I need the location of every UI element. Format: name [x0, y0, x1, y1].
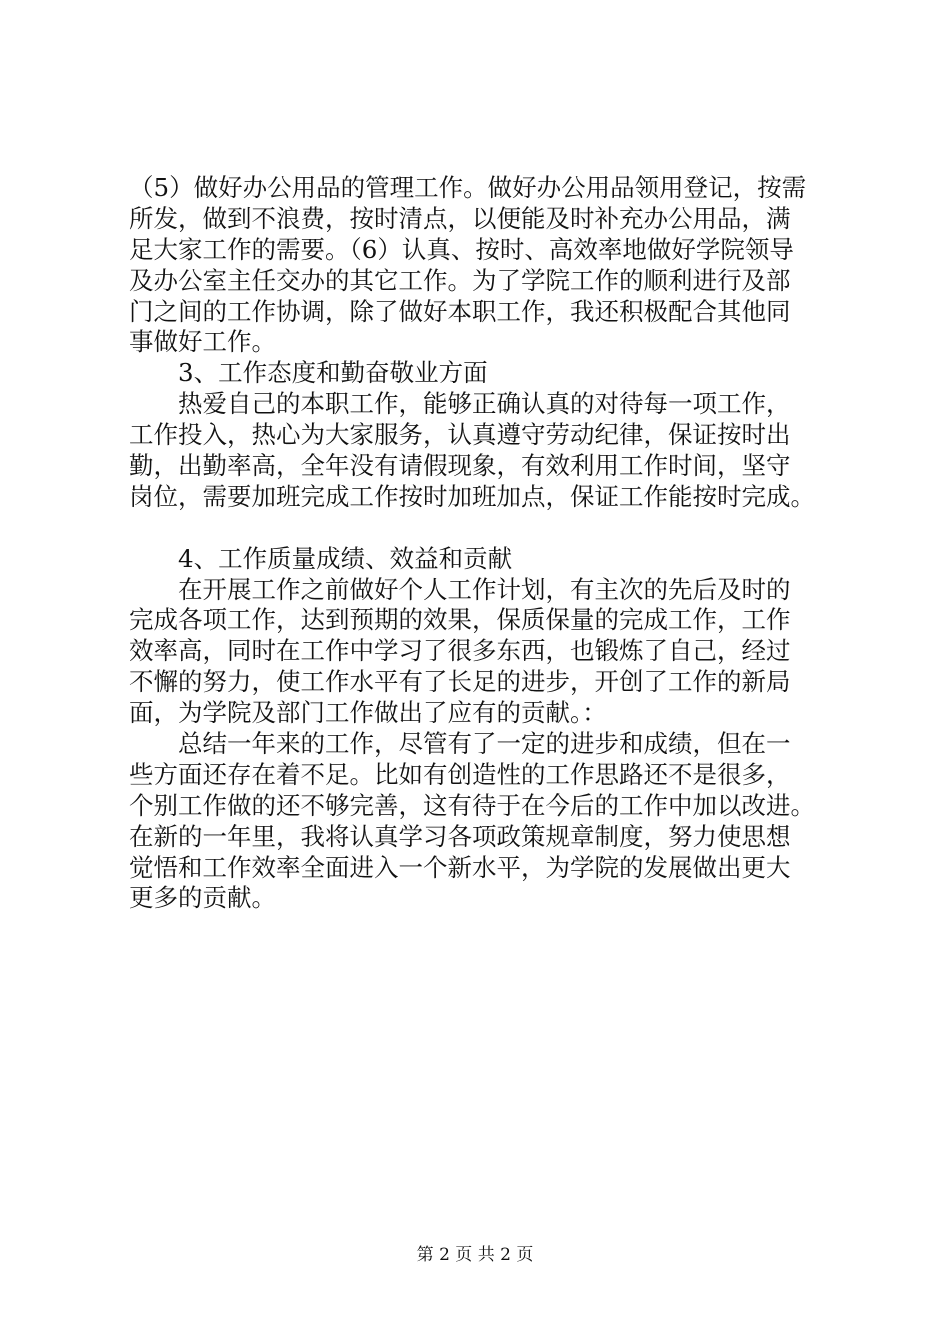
- body-line: 门之间的工作协调，除了做好本职工作，我还积极配合其他同: [129, 296, 791, 326]
- body-line: 效率高，同时在工作中学习了很多东西，也锻炼了自己，经过: [129, 636, 791, 666]
- body-line: 完成各项工作，达到预期的效果，保质保量的完成工作，工作: [129, 605, 791, 635]
- body-line: 个别工作做的还不够完善，这有待于在今后的工作中加以改进。: [129, 790, 815, 820]
- body-line: 勤，出勤率高，全年没有请假现象，有效利用工作时间，坚守: [129, 451, 791, 481]
- document-body: [129, 173, 849, 914]
- page-footer: [0, 1244, 950, 1266]
- body-line: 不懈的努力，使工作水平有了长足的进步，开创了工作的新局: [129, 667, 791, 697]
- body-line: 总结一年来的工作，尽管有了一定的进步和成绩，但在一: [178, 729, 791, 759]
- body-line: （5）做好办公用品的管理工作。做好办公用品领用登记，按需: [129, 173, 807, 202]
- body-line: 及办公室主任交办的其它工作。为了学院工作的顺利进行及部: [129, 265, 791, 295]
- body-line: 岗位，需要加班完成工作按时加班加点，保证工作能按时完成。: [129, 481, 815, 511]
- body-line: 热爱自己的本职工作，能够正确认真的对待每一项工作，: [178, 389, 791, 419]
- body-line: 些方面还存在着不足。比如有创造性的工作思路还不是很多，: [129, 759, 791, 789]
- body-line: 觉悟和工作效率全面进入一个新水平，为学院的发展做出更大: [129, 852, 791, 882]
- body-line: 事做好工作。: [129, 327, 276, 357]
- body-line: 在新的一年里，我将认真学习各项政策规章制度，努力使思想: [129, 821, 791, 851]
- body-line: 足大家工作的需要。（6）认真、按时、高效率地做好学院领导: [129, 234, 794, 264]
- body-line: 面，为学院及部门工作做出了应有的贡献。：: [129, 698, 607, 728]
- section-heading: 4、工作质量成绩、效益和贡献: [178, 543, 513, 573]
- body-line: 在开展工作之前做好个人工作计划，有主次的先后及时的: [178, 574, 791, 604]
- section-heading: 3、工作态度和勤奋敬业方面: [178, 358, 488, 388]
- body-line: 更多的贡献。: [129, 883, 276, 913]
- body-line: 工作投入，热心为大家服务，认真遵守劳动纪律，保证按时出: [129, 420, 791, 450]
- page-number-label: 第 2 页 共 2 页: [416, 1245, 534, 1265]
- paragraph-gap: [129, 513, 849, 544]
- body-line: 所发，做到不浪费，按时清点，以便能及时补充办公用品，满: [129, 203, 791, 233]
